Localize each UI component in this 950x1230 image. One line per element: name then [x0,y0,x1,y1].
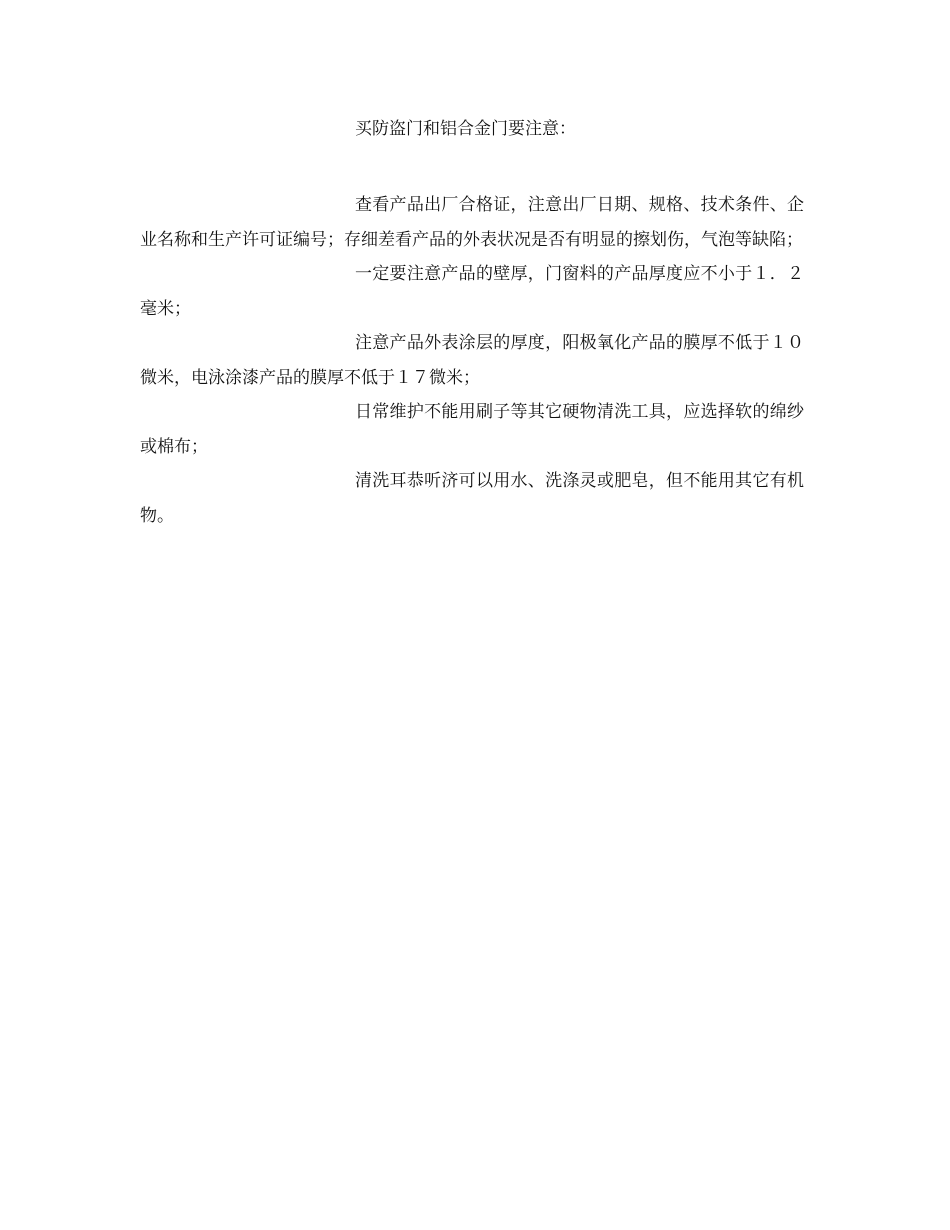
paragraph-coating-thickness: 注意产品外表涂层的厚度，阳极氧化产品的膜厚不低于１０微米，电泳涂漆产品的膜厚不低于１７微米； [140,333,804,388]
paragraph-wall-thickness: 一定要注意产品的壁厚，门窗料的产品厚度应不小于１．２毫米； [140,264,804,319]
document-body [140,112,804,533]
paragraph-certificate: 查看产品出厂合格证，注意出厂日期、规格、技术条件、企业名称和生产许可证编号；存细差看产品的外表状况是否有明显的擦划伤，气泡等缺陷； [140,195,804,250]
document-title: 买防盗门和铝合金门要注意： [355,119,576,139]
paragraph-daily-maintenance: 日常维护不能用刷子等其它硬物清洗工具，应选择软的绵纱或棉布； [140,402,804,457]
paragraph-cleaning: 清洗耳恭听济可以用水、洗涤灵或肥皂，但不能用其它有机物。 [140,471,804,526]
